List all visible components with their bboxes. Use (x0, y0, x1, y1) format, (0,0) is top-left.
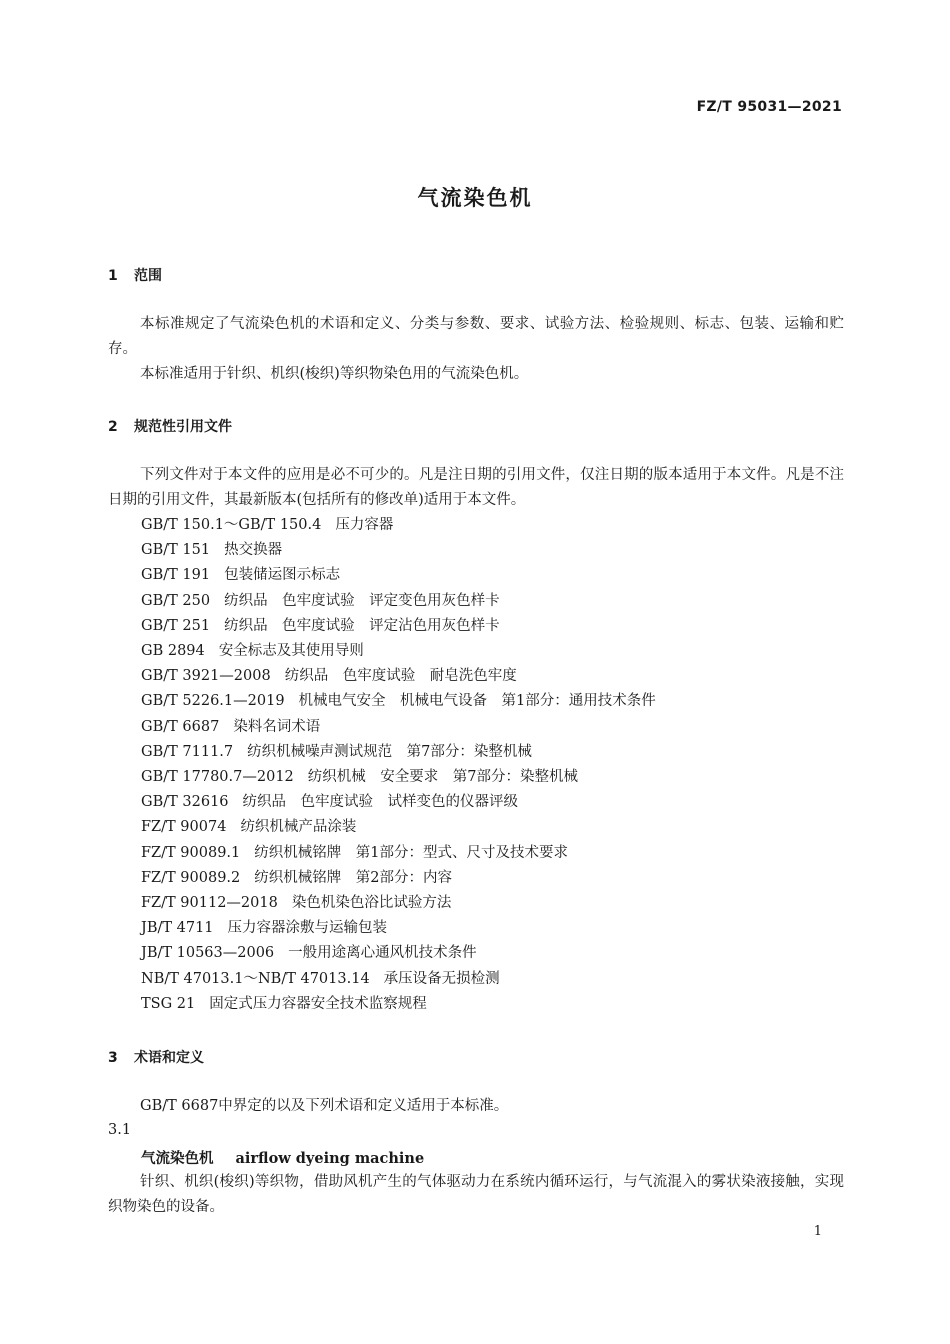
reference-code: GB/T 6687 (141, 719, 220, 735)
section-number: 2 (108, 419, 118, 435)
document-title: 气流染色机 (417, 186, 533, 210)
reference-code: GB/T 250 (141, 593, 211, 609)
reference-item (141, 614, 500, 639)
reference-code: JB/T 4711 (141, 920, 214, 936)
section-2-paragraph-1: 下列文件对于本文件的应用是必不可少的。凡是注日期的引用文件，仅注日期的版本适用于本文件。凡是不注日期的引用文件，其最新版本(包括所有的修改单)适用于本文件。 (108, 467, 844, 508)
term-number: 3.1 (108, 1122, 132, 1138)
reference-name: 纺织机械铭牌 第2部分：内容 (254, 870, 452, 886)
reference-item (141, 538, 282, 563)
reference-item (141, 790, 518, 815)
reference-code: GB/T 32616 (141, 794, 229, 810)
reference-code: FZ/T 90112—2018 (141, 895, 278, 911)
reference-name: 压力容器 (335, 517, 394, 533)
reference-name: 包装储运图示标志 (224, 567, 341, 583)
reference-code: FZ/T 90089.2 (141, 870, 241, 886)
section-title: 规范性引用文件 (134, 419, 232, 435)
reference-code: JB/T 10563—2006 (141, 945, 275, 961)
reference-item (141, 664, 517, 689)
reference-code: NB/T 47013.1～NB/T 47013.14 (141, 971, 370, 987)
reference-code: GB/T 17780.7—2012 (141, 769, 294, 785)
reference-item (141, 513, 393, 538)
section-3-heading (108, 1047, 204, 1067)
section-1-heading (108, 265, 162, 285)
reference-code: TSG 21 (141, 996, 196, 1012)
reference-item (141, 992, 427, 1017)
page-number: 1 (813, 1224, 822, 1239)
reference-name: 染料名词术语 (233, 719, 321, 735)
reference-code: GB/T 150.1～GB/T 150.4 (141, 517, 322, 533)
section-1-paragraph-2: 本标准适用于针织、机织(梭织)等织物染色用的气流染色机。 (140, 366, 529, 382)
reference-name: 纺织品 色牢度试验 耐皂洗色牢度 (284, 668, 517, 684)
section-1-paragraph-1: 本标准规定了气流染色机的术语和定义、分类与参数、要求、试验方法、检验规则、标志、包装、运输和贮存。 (108, 316, 844, 357)
reference-item (141, 740, 532, 765)
reference-item (141, 715, 320, 740)
reference-code: GB/T 3921—2008 (141, 668, 271, 684)
reference-item (141, 866, 452, 891)
section-title: 术语和定义 (134, 1050, 204, 1066)
section-number: 3 (108, 1050, 118, 1066)
reference-code: FZ/T 90089.1 (141, 845, 241, 861)
reference-name: 一般用途离心通风机技术条件 (288, 945, 477, 961)
standard-code: FZ/T 95031—2021 (696, 99, 842, 115)
term-chinese: 气流染色机 (141, 1151, 214, 1167)
section-title: 范围 (134, 268, 162, 284)
reference-name: 纺织机械产品涂装 (240, 819, 357, 835)
reference-item (141, 563, 340, 588)
reference-name: 热交换器 (224, 542, 283, 558)
reference-name: 固定式压力容器安全技术监察规程 (209, 996, 427, 1012)
term-definition: 针织、机织(梭织)等织物，借助风机产生的气体驱动力在系统内循环运行，与气流混入的雾状染液接触，实现织物染色的设备。 (108, 1174, 844, 1215)
term-entry (141, 1147, 424, 1168)
term-english: airflow dyeing machine (235, 1150, 425, 1167)
reference-code: FZ/T 90074 (141, 819, 227, 835)
reference-name: 纺织机械 安全要求 第7部分：染整机械 (307, 769, 579, 785)
reference-name: 承压设备无损检测 (383, 971, 500, 987)
reference-name: 纺织品 色牢度试验 评定变色用灰色样卡 (224, 593, 500, 609)
reference-code: GB/T 7111.7 (141, 744, 234, 760)
reference-code: GB/T 251 (141, 618, 211, 634)
reference-name: 压力容器涂敷与运输包装 (227, 920, 388, 936)
reference-item (141, 891, 451, 916)
reference-name: 纺织机械铭牌 第1部分：型式、尺寸及技术要求 (254, 845, 568, 861)
reference-code: GB/T 151 (141, 542, 211, 558)
section-3-paragraph-1: GB/T 6687中界定的以及下列术语和定义适用于本标准。 (140, 1098, 509, 1114)
reference-name: 机械电气安全 机械电气设备 第1部分：通用技术条件 (298, 693, 656, 709)
reference-name: 纺织机械噪声测试规范 第7部分：染整机械 (247, 744, 532, 760)
reference-item (141, 589, 500, 614)
reference-name: 安全标志及其使用导则 (218, 643, 364, 659)
reference-item (141, 765, 578, 790)
reference-item (141, 815, 356, 840)
reference-item (141, 841, 568, 866)
reference-item (141, 639, 364, 664)
section-2-heading (108, 416, 232, 436)
reference-code: GB/T 5226.1—2019 (141, 693, 285, 709)
reference-item (141, 967, 500, 992)
reference-code: GB 2894 (141, 643, 205, 659)
reference-name: 纺织品 色牢度试验 评定沾色用灰色样卡 (224, 618, 500, 634)
reference-code: GB/T 191 (141, 567, 211, 583)
reference-name: 纺织品 色牢度试验 试样变色的仪器评级 (242, 794, 519, 810)
reference-item (141, 941, 477, 966)
reference-item (141, 916, 387, 941)
reference-name: 染色机染色浴比试验方法 (291, 895, 452, 911)
reference-item (141, 689, 656, 714)
section-number: 1 (108, 268, 118, 284)
